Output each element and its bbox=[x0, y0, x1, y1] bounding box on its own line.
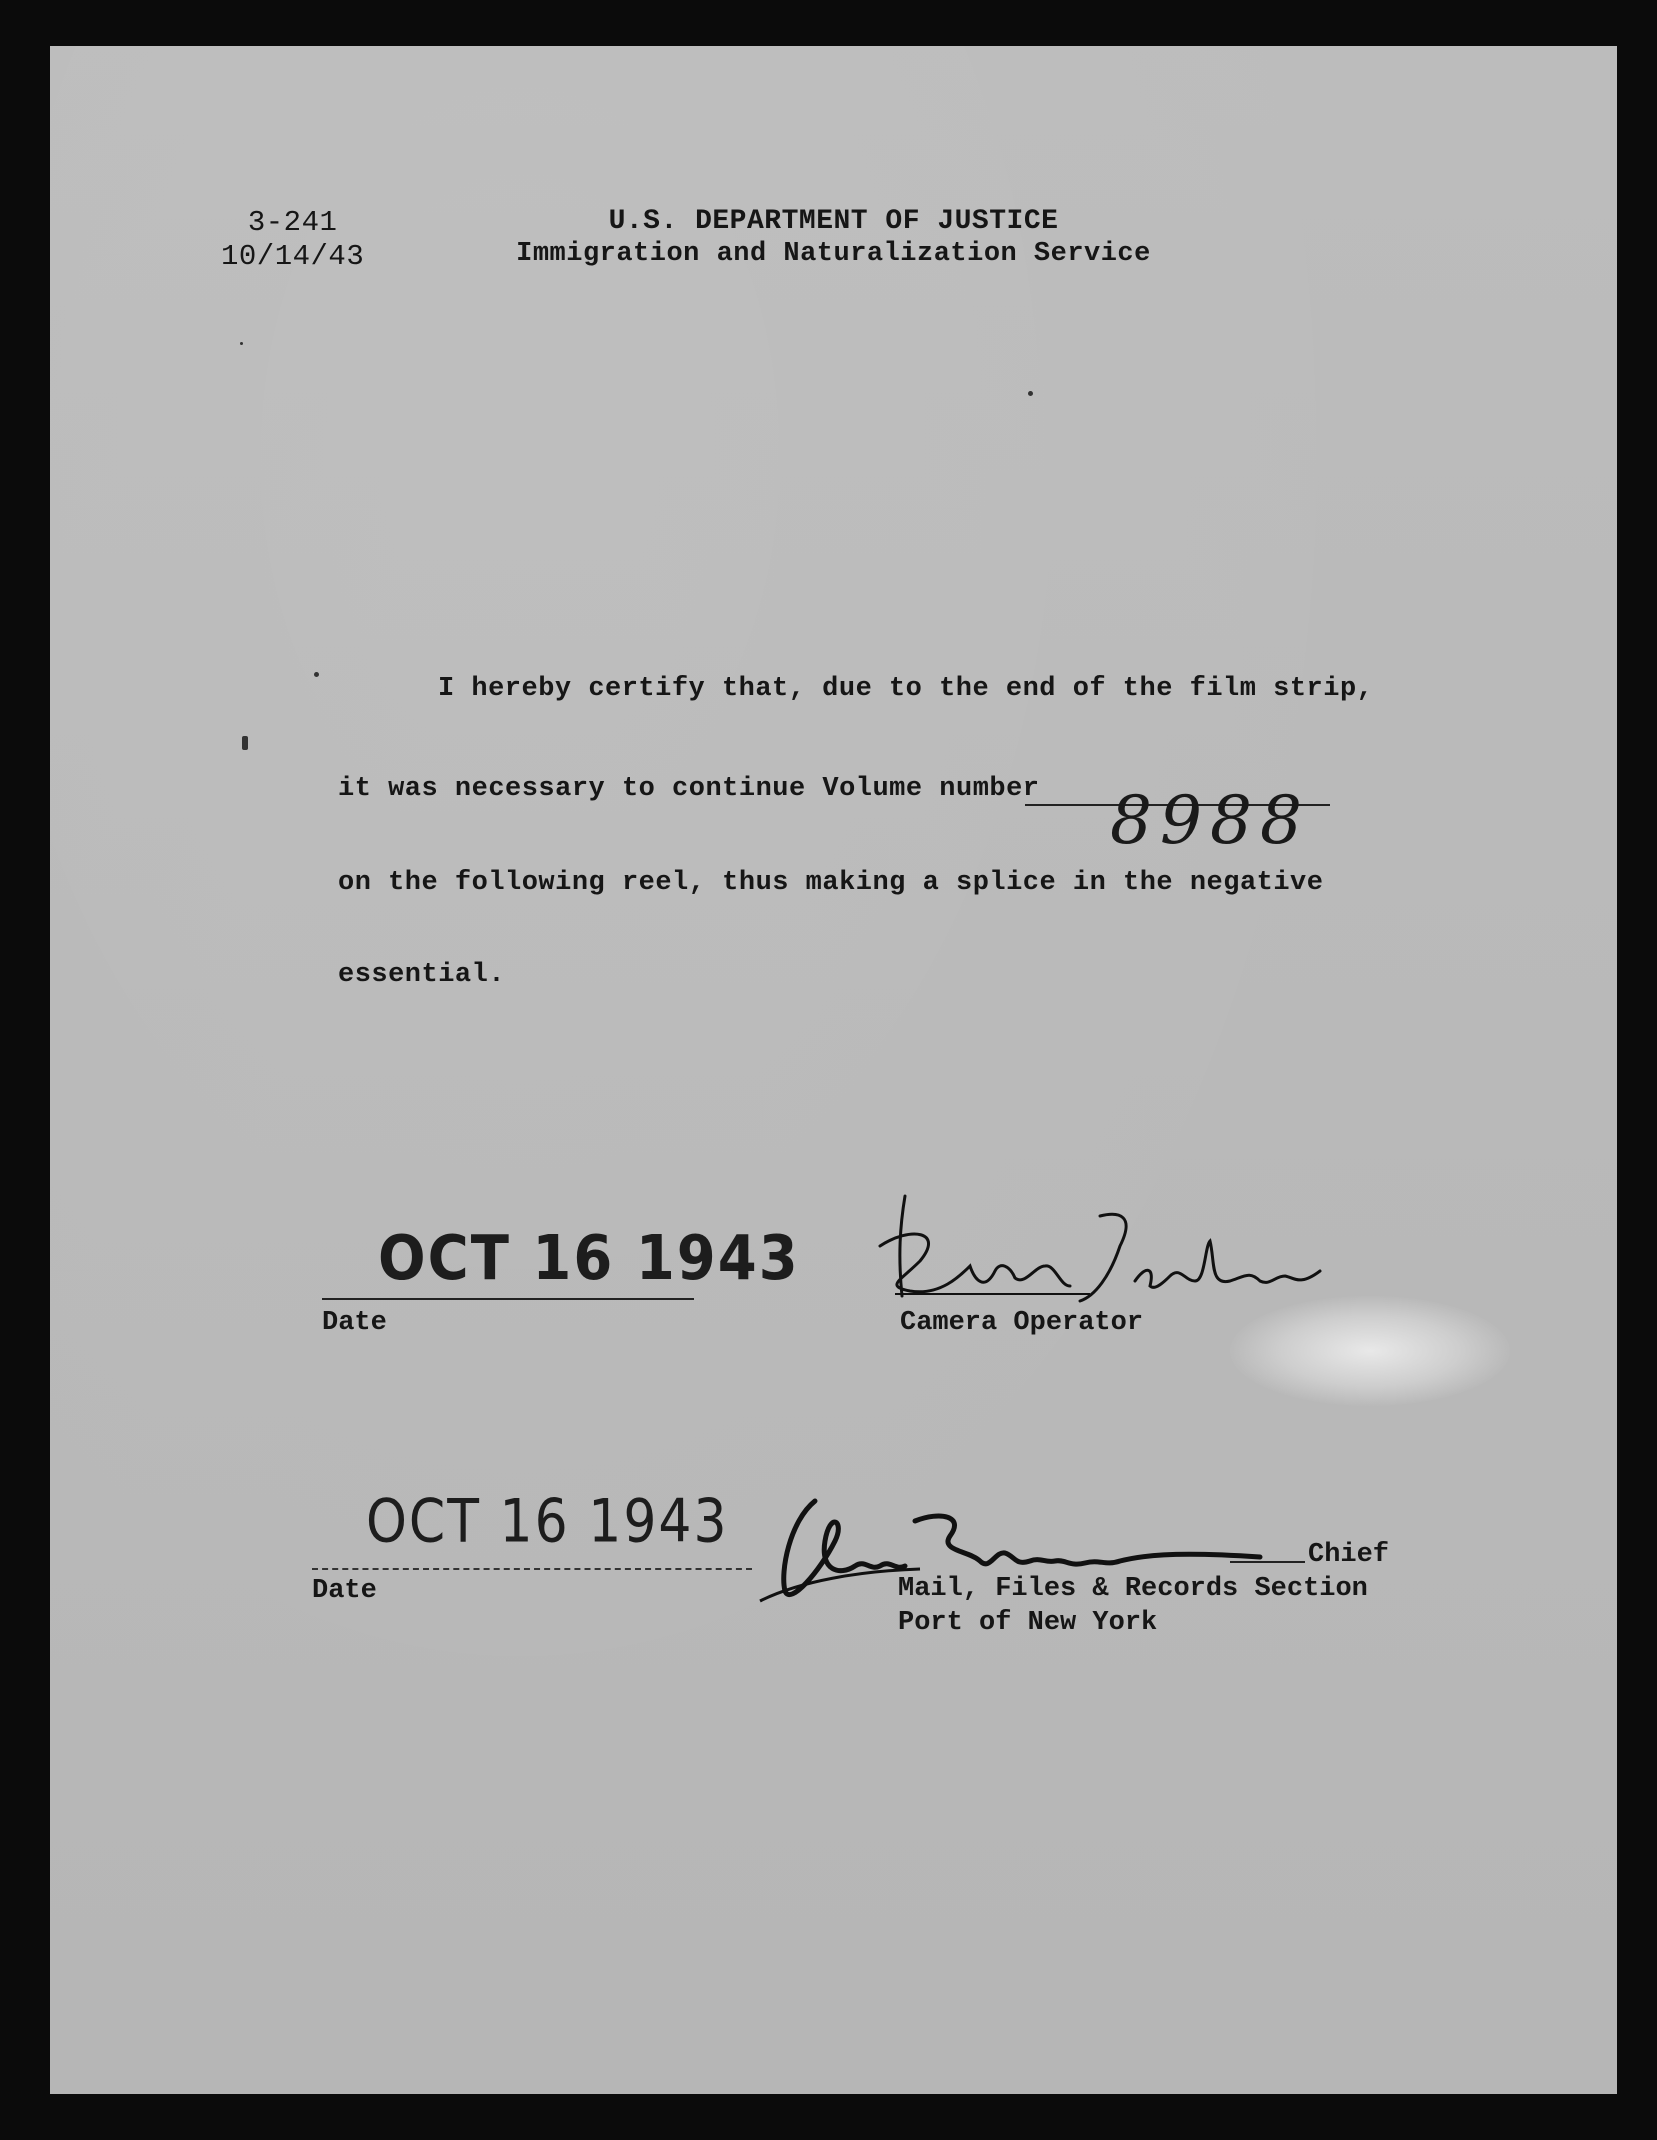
department-heading: U.S. DEPARTMENT OF JUSTICE bbox=[608, 206, 1059, 237]
paper-speck bbox=[240, 342, 243, 345]
certificate-line-4: essential. bbox=[338, 960, 506, 990]
date-stamp-camera: OCT 16 1943 bbox=[378, 1222, 800, 1295]
chief-title-label: Chief bbox=[1308, 1540, 1390, 1570]
certificate-line-2: it was necessary to continue Volume number bbox=[338, 774, 1040, 804]
paper-speck bbox=[314, 672, 319, 677]
date-rule-chief bbox=[312, 1568, 752, 1570]
document-page bbox=[50, 46, 1617, 2094]
section-label: Mail, Files & Records Section bbox=[898, 1574, 1368, 1604]
form-number: 3-241 bbox=[247, 206, 338, 239]
volume-number-handwritten: 8988 bbox=[1110, 782, 1310, 859]
certificate-line-1: I hereby certify that, due to the end of the film strip, bbox=[438, 674, 1374, 704]
camera-operator-signature bbox=[850, 1186, 1330, 1326]
camera-operator-label: Camera Operator bbox=[900, 1308, 1144, 1338]
date-stamp-chief: OCT 16 1943 bbox=[366, 1487, 729, 1557]
service-heading: Immigration and Naturalization Service bbox=[516, 239, 1151, 269]
date-rule-camera bbox=[322, 1298, 694, 1300]
form-date: 10/14/43 bbox=[221, 240, 365, 273]
chief-rule bbox=[1230, 1561, 1305, 1563]
paper-speck bbox=[1028, 391, 1033, 396]
date-label-camera: Date bbox=[322, 1308, 387, 1338]
paper-speck bbox=[242, 736, 248, 750]
certificate-line-3: on the following reel, thus making a splice in the negative bbox=[338, 868, 1324, 898]
date-label-chief: Date bbox=[312, 1576, 377, 1606]
location-label: Port of New York bbox=[898, 1608, 1158, 1638]
